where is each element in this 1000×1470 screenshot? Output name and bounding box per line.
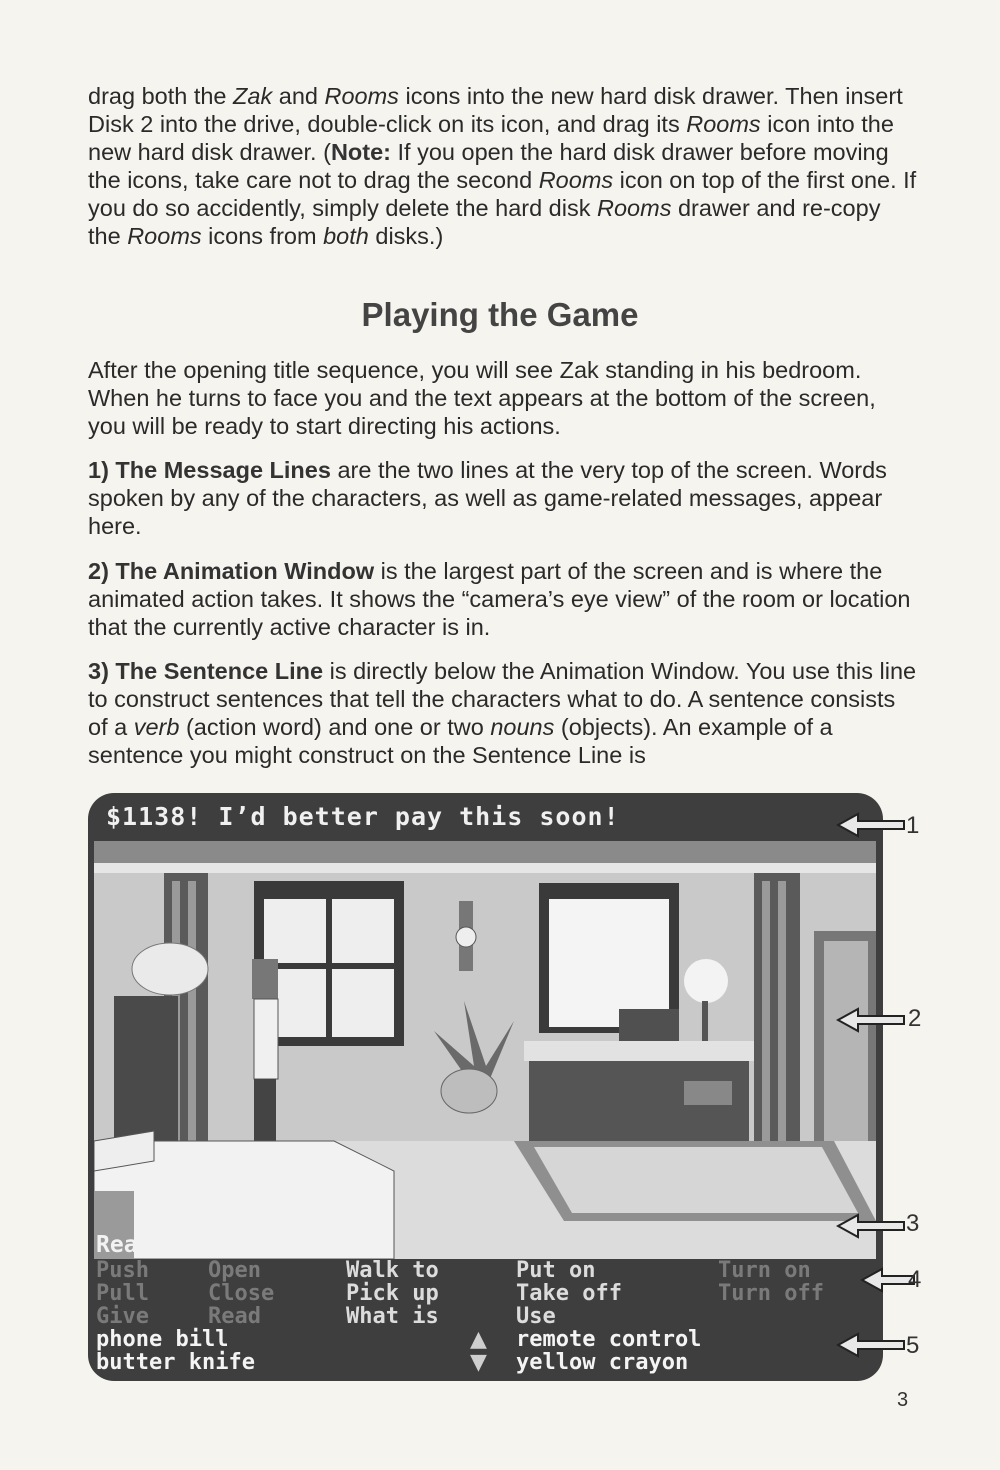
callout-number: 3: [906, 1210, 920, 1237]
verb-turn-off[interactable]: Turn off: [718, 1281, 824, 1306]
callout-arrow-1: [836, 810, 906, 840]
verb-close[interactable]: Close: [208, 1281, 275, 1306]
text-run: icon on top of the first one. If you do so accidently, simply delete the hard disk: [88, 167, 917, 221]
text-run: Rooms: [597, 195, 672, 221]
item-text: verb: [133, 714, 180, 740]
callout-arrow-3: [836, 1211, 906, 1241]
callout-number: 1: [906, 812, 920, 839]
animation-window: [94, 841, 876, 1259]
note-label: Note:: [330, 139, 391, 165]
verb-push[interactable]: Push: [96, 1258, 149, 1283]
sentence-line: Read phone bill: [96, 1232, 304, 1258]
text-run: and: [272, 83, 325, 109]
callout-arrow-5: [836, 1330, 906, 1360]
opening-paragraph: After the opening title sequence, you will see Zak standing in his bedroom. When he turns to face you and the text appears at the bottom of the screen, you will be ready to start directing his actions.: [88, 357, 876, 439]
text-run: Rooms: [127, 223, 202, 249]
verb-take-off[interactable]: Take off: [516, 1281, 622, 1306]
verb-open[interactable]: Open: [208, 1258, 261, 1283]
verb-use[interactable]: Use: [516, 1304, 556, 1329]
text-run: Rooms: [686, 111, 761, 137]
verb-give[interactable]: Give: [96, 1304, 149, 1329]
intro-paragraph: [88, 82, 918, 250]
verb-put-on[interactable]: Put on: [516, 1258, 596, 1283]
text-run: If you open the hard disk drawer before moving the icons, take care not to drag the second: [88, 139, 889, 193]
text-run: both: [323, 223, 369, 249]
scroll-up-icon[interactable]: ▲: [470, 1327, 487, 1352]
item-sentence-line: [88, 657, 918, 769]
callout-number: 5: [906, 1332, 920, 1359]
item-term: 2) The Animation Window: [88, 558, 375, 584]
section-heading: Playing the Game: [361, 296, 639, 333]
verb-pull[interactable]: Pull: [96, 1281, 149, 1306]
text-run: icons from: [201, 223, 324, 249]
callout-arrow-2: [836, 1005, 906, 1035]
callout-number: 4: [908, 1266, 922, 1293]
verb-read[interactable]: Read: [208, 1304, 261, 1329]
item-text: is the largest part of the screen and is where the animated action takes. It shows the “camera’s eye view” of the room or location that the currently active character is in.: [88, 558, 911, 640]
callout-number: 2: [908, 1005, 922, 1032]
inventory-item[interactable]: phone bill: [96, 1327, 229, 1352]
verb-pick-up[interactable]: Pick up: [346, 1281, 439, 1306]
text-run: Zak: [233, 83, 273, 109]
message-line: $1138! I’d better pay this soon!: [106, 802, 620, 831]
text-run: disks.): [368, 223, 444, 249]
item-text: is directly below the Animation Window. You use this line to construct sentences that tell the characters what to do. A sentence consists of a: [88, 658, 917, 740]
text-run: Rooms: [538, 167, 614, 193]
text-run: drawer and re-copy the: [88, 195, 881, 249]
item-text: nouns: [490, 714, 555, 740]
inventory-item[interactable]: butter knife: [96, 1350, 255, 1375]
item-text: are the two lines at the very top of the screen. Words spoken by any of the characters, as well as game-related messages, appear here.: [88, 457, 887, 539]
scroll-down-icon[interactable]: ▼: [470, 1350, 487, 1375]
verb-what-is[interactable]: What is: [346, 1304, 439, 1329]
item-text: (objects). An example of a sentence you might construct on the Sentence Line is: [88, 714, 833, 768]
game-screenshot: [88, 793, 883, 1381]
inventory-item[interactable]: remote control: [516, 1327, 702, 1352]
text-run: icon into the new hard disk drawer. (: [88, 111, 894, 165]
verb-walk-to[interactable]: Walk to: [346, 1258, 439, 1283]
item-message-lines: [88, 456, 918, 540]
item-term: 3) The Sentence Line: [88, 658, 324, 684]
text-run: icons into the new hard disk drawer. Then insert Disk 2 into the drive, double-click on its icon, and drag its: [88, 83, 903, 137]
item-term: 1) The Message Lines: [88, 457, 331, 483]
verb-turn-on[interactable]: Turn on: [718, 1258, 811, 1283]
text-run: Rooms: [324, 83, 399, 109]
inventory-item[interactable]: yellow crayon: [516, 1350, 689, 1375]
page-number: 3: [897, 1389, 909, 1411]
item-text: (action word) and one or two: [179, 714, 491, 740]
item-animation-window: [88, 557, 918, 641]
text-run: drag both the: [88, 83, 234, 109]
